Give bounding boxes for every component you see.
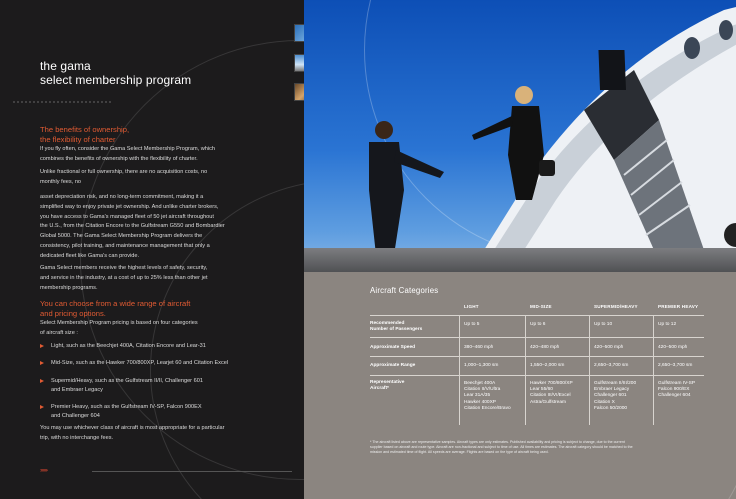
closing-paragraph: You may use whichever class of aircraft is most appropriate for a particular trip, with no interchange fees.	[40, 425, 225, 441]
people-silhouettes	[344, 50, 644, 255]
arrow-bullet-icon	[40, 361, 44, 365]
table-cell: 380–460 mph	[464, 345, 494, 350]
jet-photo	[304, 0, 736, 272]
intro-paragraph: If you fly often, consider the Gama Select Membership Program, which combines the benefits of ownership with the flexibility of charter.	[40, 146, 216, 162]
row-label: Representative Aircraft*	[370, 380, 405, 392]
table-cell: 1,550–2,000 sm	[530, 363, 565, 368]
table-cell: 2,650–3,700 sm	[658, 363, 693, 368]
row-label: Approximate Speed	[370, 345, 416, 350]
row-label: Recommended Number of Passengers	[370, 321, 423, 333]
table-cell: 420–500 mph	[658, 345, 688, 350]
table-cell: Beechjet 400A Citation II/V/Ultra Lear 31A/35 Hawker 400XP Citation Encore/Bravo	[464, 381, 511, 411]
table-footnote: * The aircraft listed above are representative samples. Aircraft types are only estimates. Published availability and pricing is subject to change, due to the current supplier based on aircraft and route type. Aircraft are non-fractional and subject to time of use. All times are estimates. The aircraft category should be matched to the mission and estimated time of flight. All speeds are average. Flights are based on the type of aircraft being used.	[370, 440, 633, 454]
table-rule	[370, 356, 704, 357]
column-header: MID-SIZE	[530, 304, 552, 309]
tarmac	[304, 248, 736, 272]
table-cell: Up to 5	[464, 322, 480, 327]
column-header: LIGHT	[464, 304, 479, 309]
benefits-heading: The benefits of ownership, the flexibility of charter	[40, 125, 130, 144]
table-cell: 420–480 mph	[530, 345, 560, 350]
bullet-item: Light, such as the Beechjet 400A, Citation Encore and Lear-31	[40, 342, 206, 351]
bullet-item: Premier Heavy, such as the Gulfstream IV-SP, Falcon 900EX and Challenger 604	[40, 403, 202, 422]
table-cell: Up to 10	[594, 322, 613, 327]
bullet-item: Supermid/Heavy, such as the Gulfstream II/II, Challenger 601 and Embraer Legacy	[40, 377, 203, 396]
table-cell: 2,650–3,700 sm	[594, 363, 629, 368]
page-title: the gama select membership program	[40, 59, 192, 87]
text-panel	[0, 0, 304, 499]
column-header: PREMIER HEAVY	[658, 304, 699, 309]
table-cell: 420–500 mph	[594, 345, 624, 350]
ownership-paragraph: Unlike fractional or full ownership, there are no acquisition costs, no monthly fees, no	[40, 169, 208, 185]
column-header: SUPERMID/HEAVY	[594, 304, 638, 309]
arrow-bullet-icon	[40, 405, 44, 409]
table-rule	[370, 375, 704, 376]
column-divider	[653, 316, 654, 425]
arrow-bullet-icon	[40, 379, 44, 383]
bullet-item: Mid-Size, such as the Hawker 700/800XP, Learjet 60 and Citation Excel	[40, 359, 228, 368]
safety-paragraph: Gama Select members receive the highest levels of safety, security, and service in the industry, at a cost of up to 25% less than other jet membership programs.	[40, 265, 208, 291]
dotted-divider	[12, 101, 112, 103]
choose-heading: You can choose from a wide range of aircraft and pricing options.	[40, 299, 191, 318]
table-cell: Hawker 700/800/XP Lear 55/60 Citation III/VI/Excel Astra/Gulfstream	[530, 381, 573, 405]
bottom-rule	[92, 471, 292, 472]
column-divider	[525, 316, 526, 425]
fleet-paragraph: asset depreciation risk, and no long-term commitment, making it a simplified way to enjoy private jet ownership. And unlike charter brokers, you have access to Gama's managed fleet of 50 jet aircraft throughout the U.S., from the Citation Encore to the Gulfstream G550 and Bombardier Global 5000. The Gama Select Membership Program delivers the consistency, pilot training, and maintenance management that only a dedicated fleet like Gama's can provide.	[40, 194, 225, 259]
table-cell: Up to 12	[658, 322, 677, 327]
table-cell: Gulfstream II/III/200 Embraer Legacy Challenger 601 Citation X Falcon 50/2000	[594, 381, 637, 411]
table-rule	[370, 337, 704, 338]
column-divider	[589, 316, 590, 425]
table-cell: Up to 6	[530, 322, 546, 327]
chevron-ornament-icon: ›››››››	[40, 468, 47, 474]
pricing-paragraph: Select Membership Program pricing is based on four categories of aircraft size :	[40, 320, 198, 336]
table-title: Aircraft Categories	[370, 286, 439, 295]
column-divider	[459, 316, 460, 425]
aircraft-table-panel	[304, 272, 736, 499]
table-cell: Gulfstream IV-SP Falcon 900/EX Challenger 604	[658, 381, 696, 399]
table-cell: 1,000–1,300 sm	[464, 363, 499, 368]
arrow-bullet-icon	[40, 344, 44, 348]
row-label: Approximate Range	[370, 363, 416, 368]
